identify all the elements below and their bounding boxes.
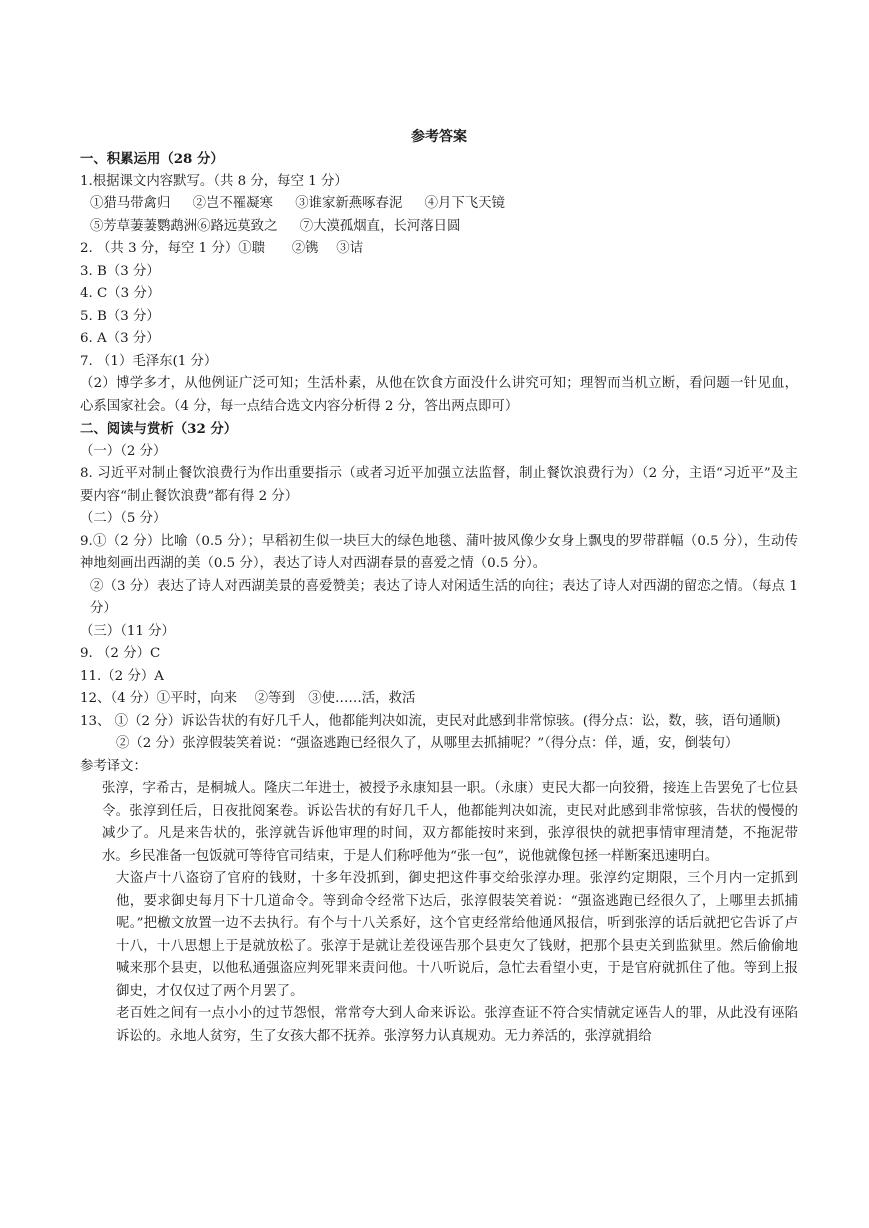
section-heading-1: 一、积累运用（28 分） <box>80 151 224 167</box>
question-2: 2. （共 3 分，每空 1 分）①聩 ②镌 ③诘 <box>80 241 363 256</box>
question-7-part-2: （2）博学多才，从他例证广泛可知；生活朴素，从他在饮食方面没什么讲究可知；理智而当机立断，看问题一针见血，心系国家社会。（4 分，每一点结合选文内容分析得 2 分，答出两点即可） <box>80 376 798 414</box>
question-12: 12、（4 分）①平时，向来 ②等到 ③使……活，救活 <box>80 691 416 706</box>
question-10: 9. （2 分）C <box>80 646 161 661</box>
question-4: 4. C（3 分） <box>80 286 161 301</box>
question-6: 6. A（3 分） <box>80 331 160 346</box>
answer-item: ②岂不罹凝寒 <box>192 196 273 211</box>
question-9-part-1: 9.①（2 分）比喻（0.5 分）；早稻初生似一块巨大的绿色地毯、蒲叶披风像少女身上飘曳的罗带群幅（0.5 分），生动传神地刻画出西湖的美（0.5 分），表达了诗人对西湖春景的喜爱之情（0.5 分）。 <box>80 533 798 571</box>
translation-paragraph-1: 张淳，字希古，是桐城人。隆庆二年进士，被授予永康知县一职。（永康）吏民大都一向狡猾，接连上告罢免了七位县令。张淳到任后，日夜批阅案卷。诉讼告状的有好几千人，他都能判决如流，吏民对此感到非常惊骇，告状的慢慢的减少了。凡是来告状的，张淳就告诉他审理的时间，双方都能按时来到，张淳很快的就把事情审理清楚，不拖泥带水。乡民准备一包饭就可等待官司结束，于是人们称呼他为“张一包”，说他就像包拯一样断案迅速明白。 <box>102 781 798 864</box>
question-1-answers-row-2 <box>80 216 798 239</box>
answer-item: ④月下飞天镜 <box>424 196 505 211</box>
question-5: 5. B（3 分） <box>80 308 160 324</box>
question-7-part-1: 7. （1）毛泽东(1 分） <box>80 353 218 369</box>
question-11: 11.（2 分）A <box>80 668 164 684</box>
answer-item: ⑦大漠孤烟直，长河落日圆 <box>299 218 461 234</box>
answer-page <box>80 126 798 1048</box>
question-3: 3. B（3 分） <box>80 263 160 279</box>
answer-item: ③谁家新燕啄春泥 <box>295 196 403 211</box>
question-1-answers-row-1 <box>80 193 798 216</box>
question-9-part-2: ②（3 分）表达了诗人对西湖美景的喜爱赞美；表达了诗人对闲适生活的向往；表达了诗人对西湖的留恋之情。（每点 1 分） <box>90 578 798 616</box>
part-heading-2: （二）（5 分） <box>80 511 167 526</box>
translation-paragraph-3: 老百姓之间有一点小小的过节怨恨，常常夸大到人命来诉讼。张淳查证不符合实情就定诬告人的罪，从此没有诬陷诉讼的。永地人贫穷，生了女孩大都不抚养。张淳努力认真规劝。无力养活的，张淳就捐给 <box>116 1006 798 1044</box>
question-8: 8. 习近平对制止餐饮浪费行为作出重要指示（或者习近平加强立法监督，制止餐饮浪费行为）（2 分，主语“习近平”及主要内容“制止餐饮浪费”都有得 2 分） <box>80 466 798 504</box>
answer-item: ⑤芳草萋萋鹦鹉洲⑥路远莫致之 <box>90 218 278 234</box>
page-title: 参考答案 <box>411 129 467 145</box>
part-heading-3: （三）（11 分） <box>80 623 175 639</box>
question-1: 1.根据课文内容默写。（共 8 分，每空 1 分） <box>80 173 348 189</box>
question-13-part-2: ②（2 分）张淳假装笑着说：“强盗逃跑已经很久了，从哪里去抓捕呢？”（得分点：佯，遁，安，倒装句） <box>116 736 739 751</box>
translation-paragraph-2: 大盗卢十八盗窃了官府的钱财，十多年没抓到，御史把这件事交给张淳办理。张淳约定期限，三个月内一定抓到他，要求御史每月下十几道命令。等到命令经常下达后，张淳假装笑着说：“强盗逃跑已经很久了，上哪里去抓捕呢。”把檄文放置一边不去执行。有个与十八关系好，这个官吏经常给他通风报信，听到张淳的话后就把它告诉了卢十八，十八思想上于是就放松了。张淳于是就让差役诬告那个县吏欠了钱财，把那个县吏关到监狱里。然后偷偷地喊来那个县吏，以他私通强盗应判死罪来责问他。十八听说后，急忙去看望小吏，于是官府就抓住了他。等到上报御史，才仅仅过了两个月罢了。 <box>116 871 798 999</box>
part-heading-1: （一）（2 分） <box>80 443 167 459</box>
section-heading-2: 二、阅读与赏析（32 分） <box>80 421 238 437</box>
question-13-part-1: 13、 ①（2 分）诉讼告状的有好几千人，他都能判决如流，吏民对此感到非常惊骇。(得分点：讼，数，骇，语句通顺) <box>80 713 781 729</box>
answer-item: ①猎马带禽归 <box>90 196 171 211</box>
reference-translation-label: 参考译文： <box>80 758 147 774</box>
